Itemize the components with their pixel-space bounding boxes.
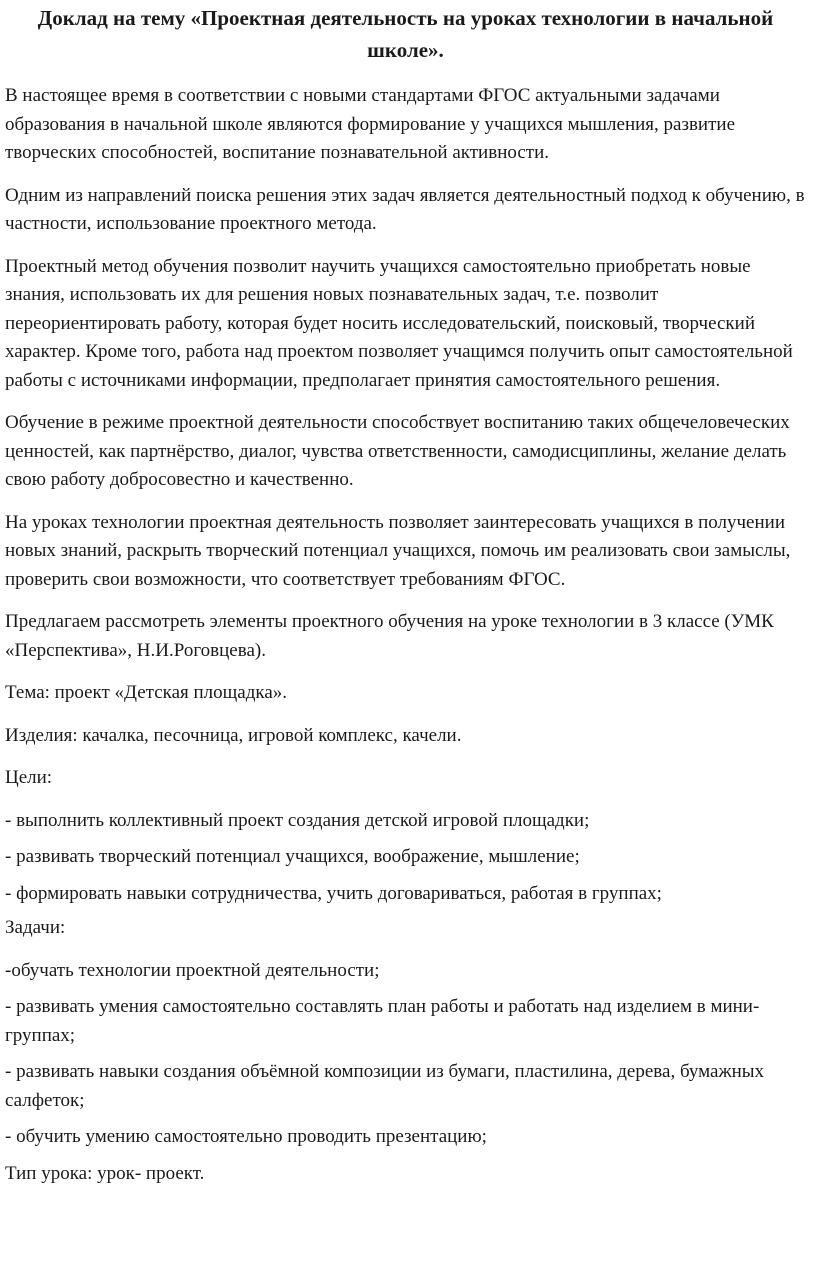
document-body: [5, 82, 806, 1188]
document-title: Доклад на тему «Проектная деятельность на уроках технологии в начальной школе».: [37, 6, 774, 62]
task-item: - развивать умения самостоятельно составлять план работы и работать над изделием в мини-группах;: [5, 996, 760, 1046]
tasks-heading: Задачи:: [5, 917, 66, 938]
task-item: - развивать навыки создания объёмной композиции из бумаги, пластилина, дерева, бумажных салфеток;: [5, 1061, 765, 1111]
paragraph-intro: В настоящее время в соответствии с новыми стандартами ФГОС актуальными задачами образования в начальной школе являются формирование у учащихся мышления, развитие творческих способностей, воспитание познавательной активности.: [5, 85, 736, 163]
goal-item: - выполнить коллективный проект создания детской игровой площадки;: [5, 809, 590, 831]
paragraph-topic: Тема: проект «Детская площадка».: [5, 682, 288, 703]
paragraph-values: Обучение в режиме проектной деятельности способствует воспитанию таких общечеловеческих ценностей, как партнёрство, диалог, чувства ответственности, самодисциплины, желание делать свою работу добросовестно и качественно.: [5, 412, 790, 490]
paragraph-proposal: Предлагаем рассмотреть элементы проектного обучения на уроке технологии в 3 классе (УМК «Перспектива», Н.И.Роговцева).: [5, 611, 774, 661]
paragraph-project-method: Проектный метод обучения позволит научить учащихся самостоятельно приобретать новые знания, использовать их для решения новых познавательных задач, т.е. позволит переориентировать работу, которая будет носить исследовательский, поисковый, творческий характер. Кроме того, работа над проектом позволяет учащимся получить опыт самостоятельной работы с источниками информации, предполагает принятия самостоятельного решения.: [5, 255, 793, 391]
goals-heading: Цели:: [5, 767, 53, 788]
paragraph-approach: Одним из направлений поиска решения этих задач является деятельностный подход к обучению, в частности, использование проектного метода.: [5, 184, 805, 234]
goal-item: - развивать творческий потенциал учащихся, воображение, мышление;: [5, 846, 580, 867]
paragraph-items: Изделия: качалка, песочница, игровой комплекс, качели.: [5, 724, 462, 746]
goal-item: - формировать навыки сотрудничества, учить договариваться, работая в группах;: [5, 882, 662, 904]
task-item: -обучать технологии проектной деятельности;: [5, 959, 380, 981]
paragraph-technology-lessons: На уроках технологии проектная деятельность позволяет заинтересовать учащихся в получении новых знаний, раскрыть творческий потенциал учащихся, помочь им реализовать свои замыслы, проверить свои возможности, что соответствует требованиям ФГОС.: [5, 511, 791, 590]
task-item: - обучить умению самостоятельно проводить презентацию;: [5, 1126, 487, 1147]
lesson-type: Тип урока: урок- проект.: [5, 1162, 205, 1184]
